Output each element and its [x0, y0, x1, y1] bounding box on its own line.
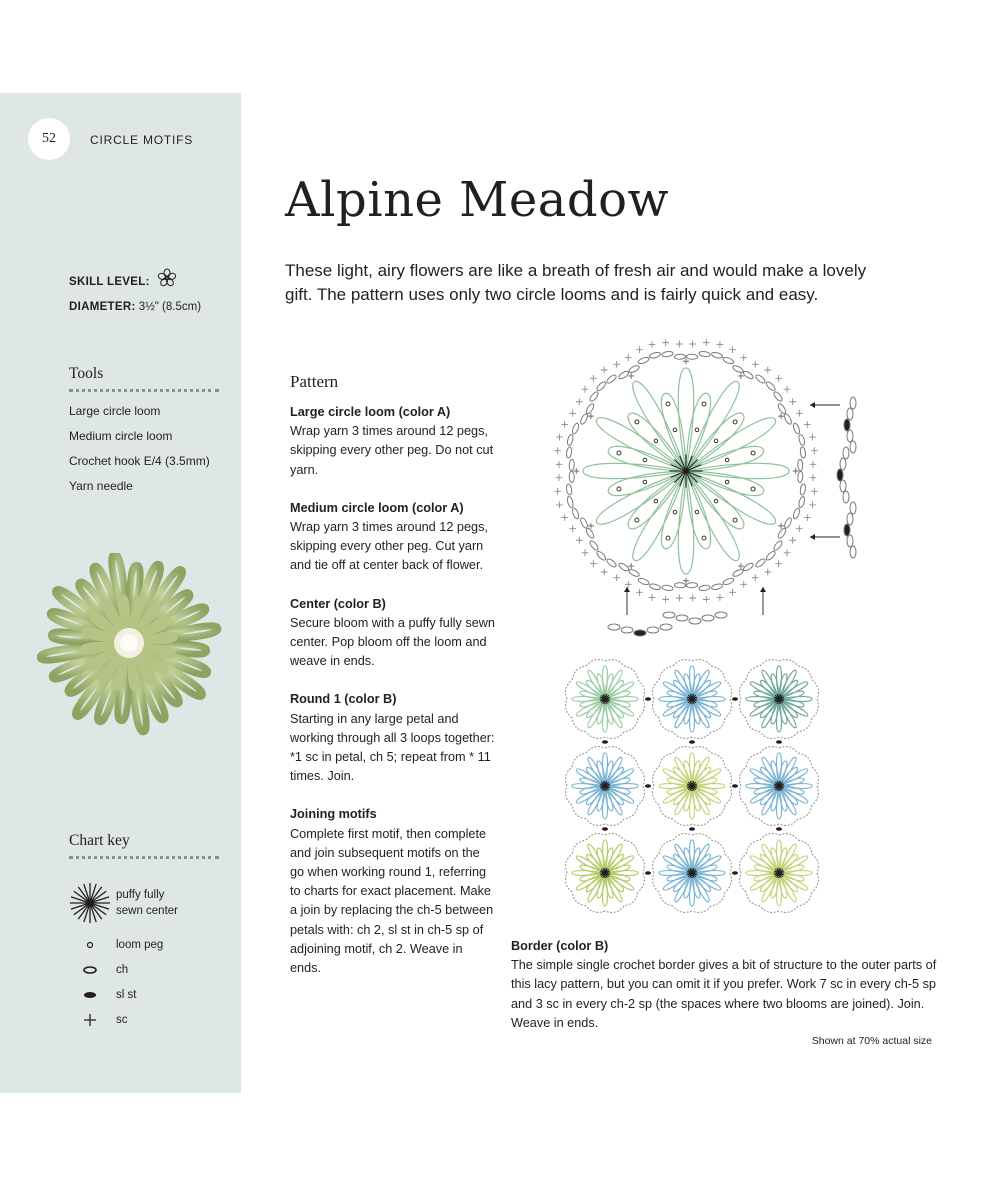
step-title: Medium circle loom (color A): [290, 500, 464, 515]
diameter-value: 3½" (8.5cm): [138, 301, 202, 313]
border-instructions: [511, 937, 941, 1033]
flower-outline-icon: [157, 268, 177, 296]
pattern-steps: [290, 403, 495, 997]
pattern-step: [290, 805, 495, 978]
chart-key-heading: Chart key: [69, 832, 219, 859]
step-text: Starting in any large petal and working through all 3 loops together: *1 sc in petal, ch 5; repeat from * 11 times. Join.: [290, 711, 495, 784]
intro-paragraph: These light, airy flowers are like a breath of fresh air and would make a lovely gift. The pattern uses only two circle looms and is fairly quick and easy.: [285, 261, 867, 304]
key-label: ch: [116, 963, 129, 976]
step-text: Wrap yarn 3 times around 12 pegs, skipping every other peg. Do not cut yarn.: [290, 424, 494, 477]
tool-item: Yarn needle: [69, 479, 133, 493]
section-label: CIRCLE MOTIFS: [90, 133, 194, 147]
tools-list: [69, 399, 210, 499]
pattern-step: [290, 499, 495, 576]
pattern-specs: [69, 268, 201, 318]
pattern-heading: Pattern: [290, 372, 339, 391]
pattern-step: [290, 595, 495, 672]
key-label: loom peg: [116, 938, 164, 951]
tool-item: Crochet hook E/4 (3.5mm): [69, 454, 210, 468]
diameter-row: [69, 296, 201, 318]
border-text: The simple single crochet border gives a bit of structure to the outer parts of this lacy pattern, but you can omit it if you prefer. Work 7 sc in every ch-5 sp and 3 sc in every ch-2 sp (the spaces where two blooms are joined). Join. Weave in ends.: [511, 958, 937, 1030]
motif-stitch-chart: [545, 325, 880, 653]
finished-flower-photo: [37, 553, 223, 754]
skill-level-row: [69, 268, 201, 296]
tool-item: Medium circle loom: [69, 429, 173, 443]
pattern-step: [290, 690, 495, 786]
starburst-icon: [64, 880, 116, 926]
oval-icon: [64, 965, 116, 975]
step-text: Wrap yarn 3 times around 12 pegs, skipping every other peg. Cut yarn and tie off at center back of flower.: [290, 520, 488, 573]
chart-key-list: [64, 874, 234, 1032]
key-item-sl-st: [64, 982, 234, 1007]
step-title: Round 1 (color B): [290, 692, 397, 707]
key-label: sl st: [116, 988, 137, 1001]
page-number-badge: [28, 118, 70, 160]
plus-icon: [64, 1013, 116, 1027]
skill-level-label: SKILL LEVEL:: [69, 276, 150, 289]
image-caption: Shown at 70% actual size: [811, 1035, 932, 1047]
pattern-step: [290, 403, 495, 480]
joined-motifs-chart: [560, 654, 832, 926]
key-item-loom-peg: [64, 932, 234, 957]
tools-heading: Tools: [69, 365, 219, 392]
page-number: 52: [42, 131, 56, 146]
key-item-sc: [64, 1007, 234, 1032]
key-item-puffy-center: [64, 874, 234, 932]
step-title: Large circle loom (color A): [290, 405, 451, 419]
diameter-label: DIAMETER:: [69, 301, 136, 313]
key-label: sc: [116, 1013, 128, 1026]
tool-item: Large circle loom: [69, 404, 161, 418]
page-title: Alpine Meadow: [285, 172, 670, 228]
small-circle-icon: [64, 940, 116, 950]
border-title: Border (color B): [511, 939, 609, 953]
key-item-ch: [64, 957, 234, 982]
step-text: Complete first motif, then complete and join subsequent motifs on the go when working round 1, referring to charts for exact placement. Make a join by replacing the ch-5 between petals with: ch 2, sl st in ch-5 sp of adjoining motif, ch 2. Weave in ends.: [290, 826, 494, 976]
step-title: Center (color B): [290, 596, 386, 611]
filled-oval-icon: [64, 990, 116, 1000]
step-title: Joining motifs: [290, 807, 377, 822]
key-label: puffy fully sewn center: [116, 889, 179, 917]
step-text: Secure bloom with a puffy fully sewn center. Pop bloom off the loom and weave in ends.: [290, 615, 495, 669]
